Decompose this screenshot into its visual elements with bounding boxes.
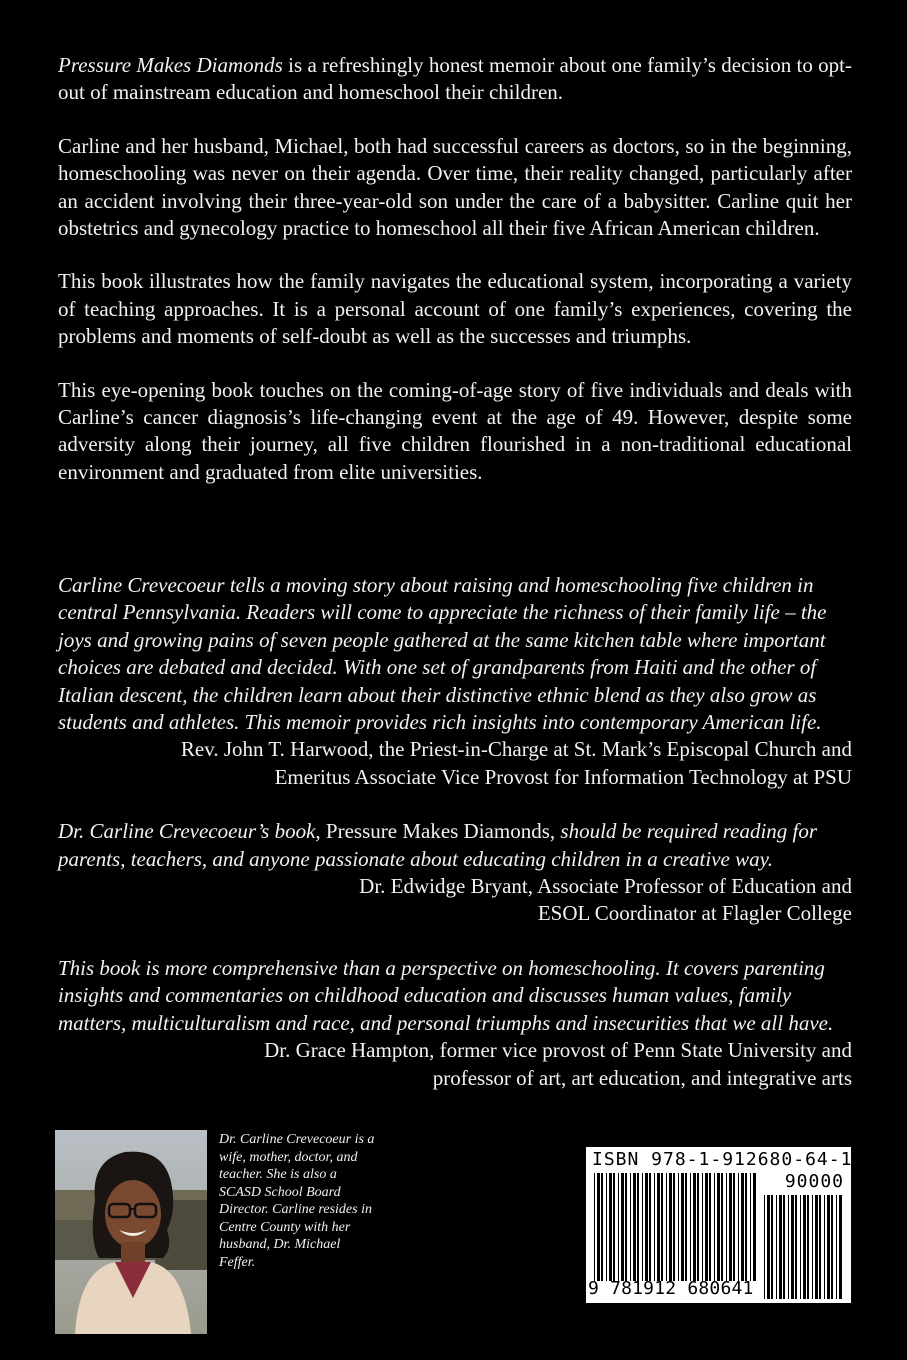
- barcode-bar: [831, 1195, 833, 1299]
- barcode-bar: [729, 1173, 732, 1281]
- barcode-bar: [726, 1173, 727, 1281]
- barcode-bars: [594, 1173, 758, 1281]
- barcode-bar: [836, 1195, 837, 1299]
- barcode-bar: [791, 1195, 794, 1299]
- barcode-bar: [709, 1173, 711, 1281]
- barcode-bar: [771, 1195, 773, 1299]
- barcode-bar: [819, 1195, 821, 1299]
- description-p1-text: is a refreshingly honest memoir about one family’s decision to opt-out of mainstream education and homeschool their children.: [58, 53, 852, 105]
- addon-barcode-bars: [764, 1195, 844, 1299]
- endorsement-quote: Carline Crevecoeur tells a moving story about raising and homeschooling five children in central Pennsylvania. Readers will come to appreciate the richness of their family life – the joys and growing pains of seven people gathered at the same kitchen table where important choices are debated and decided. With one set of grandparents from Haiti and the other of Italian descent, the children learn about their distinctive ethnic blend as they also grow as students and athletes. This memoir provides rich insights into contemporary American life.: [58, 573, 827, 735]
- barcode-bar: [633, 1173, 636, 1281]
- barcode-bar: [625, 1173, 627, 1281]
- barcode-bar: [697, 1173, 699, 1281]
- barcode-bar: [685, 1173, 687, 1281]
- author-photo: [55, 1130, 207, 1334]
- barcode-bar: [717, 1173, 720, 1281]
- endorsement-quote: This book is more comprehensive than a perspective on homeschooling. It covers parenting insights and commentaries on childhood education and discusses human values, family matters, multiculturalism and race, and personal triumphs and insecurities that we all have.: [58, 955, 834, 1035]
- quote-text: Dr. Carline Crevecoeur’s book,: [58, 819, 326, 844]
- endorsement-attribution: Emeritus Associate Vice Provost for Information Technology at PSU: [274, 764, 852, 789]
- barcode-bar: [693, 1173, 696, 1281]
- description-paragraph-4: This eye-opening book touches on the coming-of-age story of five individuals and deals with Carline’s cancer diagnosis’s life-changing event at the age of 49. However, despite some adversity along their journey, all five children flourished in a non-traditional educational environment and graduated from elite universities.: [58, 377, 852, 484]
- barcode-bar: [666, 1173, 667, 1281]
- barcode-bar: [738, 1173, 739, 1281]
- barcode-bar: [705, 1173, 708, 1281]
- barcode-bar: [702, 1173, 703, 1281]
- barcode-bar: [776, 1195, 777, 1299]
- barcode-bar: [618, 1173, 619, 1281]
- ean-digits: 9 781912 680641: [588, 1278, 754, 1299]
- barcode-bar: [714, 1173, 715, 1281]
- endorsement-quote: [58, 818, 852, 873]
- barcode-bar: [815, 1195, 818, 1299]
- description-paragraph-2: Carline and her husband, Michael, both had successful careers as doctors, so in the beginning, homeschooling was never on their agenda. Over time, their reality changed, particularly after an accident involving their three-year-old son under the care of a babysitter. Carline quit her obstetrics and gynecology practice to homeschool all their five African American children.: [58, 133, 852, 241]
- barcode-bar: [678, 1173, 679, 1281]
- quote-text: should be required reading for parents, teachers, and anyone passionate about educating children in a creative way.: [58, 819, 818, 871]
- barcode-bar: [721, 1173, 723, 1281]
- barcode-bar: [606, 1173, 607, 1281]
- barcode-bar: [681, 1173, 684, 1281]
- barcode-bar: [741, 1173, 744, 1281]
- author-portrait-image: [55, 1130, 207, 1334]
- barcode-bar: [800, 1195, 801, 1299]
- endorsement-attribution: Dr. Edwidge Bryant, Associate Professor of Education and: [359, 874, 852, 899]
- book-description: [58, 52, 852, 486]
- barcode-bar: [839, 1195, 842, 1299]
- barcode-bar: [767, 1195, 770, 1299]
- barcode-bar: [795, 1195, 797, 1299]
- endorsement-attribution: Rev. John T. Harwood, the Priest-in-Charge at St. Mark’s Episcopal Church and: [180, 737, 852, 762]
- barcode-bar: [601, 1173, 603, 1281]
- barcode-bar: [645, 1173, 648, 1281]
- endorsement-attribution: Dr. Grace Hampton, former vice provost of Penn State University and: [264, 1038, 852, 1063]
- barcode-bar: [649, 1173, 651, 1281]
- isbn-barcode: [586, 1147, 851, 1303]
- endorsement-attribution: professor of art, art education, and integrative arts: [432, 1065, 852, 1090]
- book-title-ref: Pressure Makes Diamonds: [58, 53, 283, 77]
- barcode-bar: [642, 1173, 643, 1281]
- barcode-bar: [807, 1195, 809, 1299]
- barcode-bar: [779, 1195, 782, 1299]
- author-bio: Dr. Carline Crevecoeur is a wife, mother, doctor, and teacher. She is also a SCASD School Board Director. Carline resides in Centre County with her husband, Dr. Michael Feffer.: [219, 1132, 375, 1270]
- barcode-bar: [637, 1173, 639, 1281]
- description-paragraph-1: [58, 52, 852, 107]
- barcode-bar: [673, 1173, 675, 1281]
- barcode-bar: [613, 1173, 615, 1281]
- endorsement-3: [58, 955, 852, 1092]
- barcode-bar: [733, 1173, 735, 1281]
- endorsement-2: [58, 818, 852, 928]
- barcode-bar: [753, 1173, 756, 1281]
- barcode-bar: [630, 1173, 631, 1281]
- price-code: 90000: [784, 1171, 844, 1192]
- barcode-bar: [654, 1173, 655, 1281]
- barcode-bar: [824, 1195, 825, 1299]
- barcode-bar: [609, 1173, 612, 1281]
- barcode-bar: [788, 1195, 789, 1299]
- barcode-bar: [783, 1195, 785, 1299]
- barcode-bar: [764, 1195, 765, 1299]
- barcode-bar: [690, 1173, 691, 1281]
- barcode-bar: [621, 1173, 624, 1281]
- description-paragraph-3: This book illustrates how the family navigates the educational system, incorporating a variety of teaching approaches. It is a personal account of one family’s experiences, covering the problems and moments of self-doubt as well as the successes and triumphs.: [58, 269, 852, 349]
- barcode-bar: [803, 1195, 806, 1299]
- barcode-bar: [669, 1173, 672, 1281]
- barcode-bar: [661, 1173, 663, 1281]
- isbn-number: ISBN 978-1-912680-64-1: [592, 1149, 853, 1170]
- barcode-bar: [594, 1173, 595, 1281]
- barcode-bar: [745, 1173, 747, 1281]
- endorsement-attribution: ESOL Coordinator at Flagler College: [537, 901, 852, 926]
- book-title-ref: Pressure Makes Diamonds,: [325, 819, 556, 844]
- barcode-bar: [812, 1195, 813, 1299]
- endorsements: [58, 572, 852, 1119]
- barcode-bar: [750, 1173, 751, 1281]
- barcode-bar: [597, 1173, 600, 1281]
- endorsement-1: [58, 572, 852, 791]
- barcode-bar: [827, 1195, 830, 1299]
- barcode-bar: [657, 1173, 660, 1281]
